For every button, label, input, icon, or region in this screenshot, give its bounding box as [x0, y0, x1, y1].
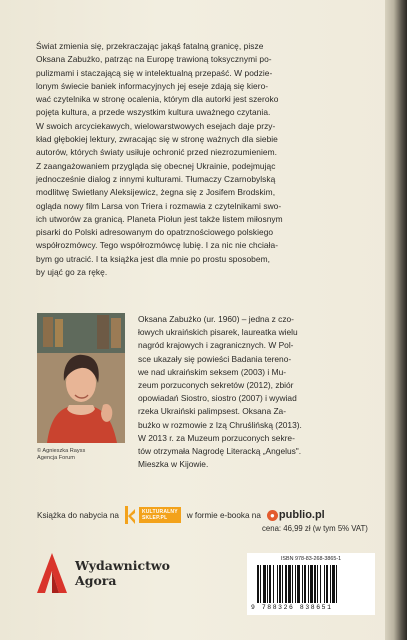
photo-credit-agency: Agencja Forum: [37, 455, 75, 462]
ebook-text: w formie e-booka na: [186, 510, 261, 520]
bio-line: tów otrzymała Nagrodę Literacką „Angelus".: [138, 446, 302, 457]
bio-line: sce ukazały się powieści Badania tereno-: [138, 353, 292, 364]
author-bio: [138, 313, 376, 471]
kulturalny-sklep-text: [139, 507, 181, 523]
blurb-line: ich utworów za granicą. Planeta Piołun jest także listem miłosnym: [36, 213, 283, 224]
bio-line: bużko w rozmowie z Izą Chruślińską (2013).: [138, 419, 302, 430]
publio-logo[interactable]: [267, 509, 325, 521]
kulturalny-sklep-icon: [125, 506, 136, 524]
bio-line: W 2013 r. za Muzeum porzuconych sekre-: [138, 432, 295, 443]
blurb-text: [36, 40, 376, 279]
bio-line: we nad ukraińskim seksem (2003) i Mu-: [138, 366, 287, 377]
blurb-line: by ująć go za rękę.: [36, 267, 108, 278]
kulturalny-sklep-logo[interactable]: [125, 506, 181, 524]
bio-line: Oksana Zabużko (ur. 1960) – jedna z czo-: [138, 314, 294, 324]
blurb-line: Z zaangażowaniem przygląda się obecnej Ukrainie, podejmując: [36, 160, 276, 171]
cover-edge: [385, 0, 407, 640]
blurb-line: Oksana Zabużko, patrząc na Europę trawioną toksycznymi po-: [36, 54, 272, 65]
kulturalny-line2: SKLEP.PL: [141, 515, 168, 521]
publisher-logo: [37, 553, 170, 593]
publisher-line2: Agora: [75, 573, 117, 588]
blurb-line: autorów, których światy usiłuje ochronić przed niezrozumieniem.: [36, 147, 278, 158]
price-text: cena: 46,99 zł (w tym 5% VAT): [262, 524, 368, 533]
photo-credit-author: © Agnieszka Rayss: [37, 448, 86, 454]
isbn-text: ISBN 978-83-268-3865-1: [280, 556, 342, 562]
blurb-line: ogląda nowy film Larsa von Triera i rozmawia z czytelnikami swo-: [36, 200, 282, 211]
blurb-line: W swoich arcyciekawych, wielowarstwowych esejach daje przy-: [36, 120, 276, 131]
bio-line: łowych ukraińskich pisarek, laureatka wielu: [138, 327, 298, 338]
agora-logo-icon: [37, 553, 67, 593]
bio-line: nagród krajowych i zagranicznych. W Pol-: [138, 340, 294, 351]
blurb-line: współrozmówcy. Tego współrozmówcę lubię. I za nic nie chciała-: [36, 240, 279, 251]
bio-line: opowiadań Siostro, siostro (2007) i wywiad: [138, 393, 297, 404]
blurb-line: bym go utracić. I ta książka jest dla mnie po prostu sposobem,: [36, 253, 270, 264]
barcode: [247, 553, 375, 615]
blurb-line: wać czytelnika w stronę ocalenia, którym dla autorki jest szeroko: [36, 94, 279, 105]
publisher-name: [75, 558, 170, 588]
barcode-digits: 9 788326 838651: [251, 604, 333, 611]
bio-line: zeum porzuconych sekretów (2012), zbiór: [138, 380, 294, 391]
publisher-line1: Wydawnictwo: [75, 558, 170, 573]
bio-line: rzeka Ukraiński palimpsest. Oksana Za-: [138, 406, 287, 417]
publio-text: publio.pl: [278, 509, 325, 521]
blurb-line: pulizmami i staczającą się w intelektualną przepaść. W podzie-: [36, 67, 273, 78]
blurb-line: modlitwę Swietłany Aleksijewicz, żegna się z Josifem Brodskim,: [36, 187, 276, 198]
blurb-line: pojęta kultura, a przede wszystkim kultura uważnego czytania.: [36, 107, 271, 118]
blurb-line: Świat zmienia się, przekraczając jakąś fatalną granicę, pisze: [36, 41, 264, 51]
barcode-bars: [257, 565, 365, 605]
author-photo: [37, 313, 125, 443]
publio-icon: ●: [267, 510, 278, 521]
kulturalny-line1: KULTURALNY: [141, 509, 178, 515]
blurb-line: kład głębokiej lektury, zwracając się w stronę ważnych dla siebie: [36, 134, 278, 145]
photo-credit: [37, 448, 132, 462]
bio-line: Mieszka w Kijowie.: [138, 459, 209, 470]
blurb-line: lonym świecie baniek informacyjnych jej eseje zdają się kiero-: [36, 80, 269, 91]
purchase-prefix: Książka do nabycia na: [37, 510, 119, 520]
blurb-line: pisarki do Polski adresowanym do opatrznościowego polskiego: [36, 227, 274, 238]
blurb-line: jednocześnie dialog z innymi kulturami. Tłumaczy Czarnobylską: [36, 173, 276, 184]
